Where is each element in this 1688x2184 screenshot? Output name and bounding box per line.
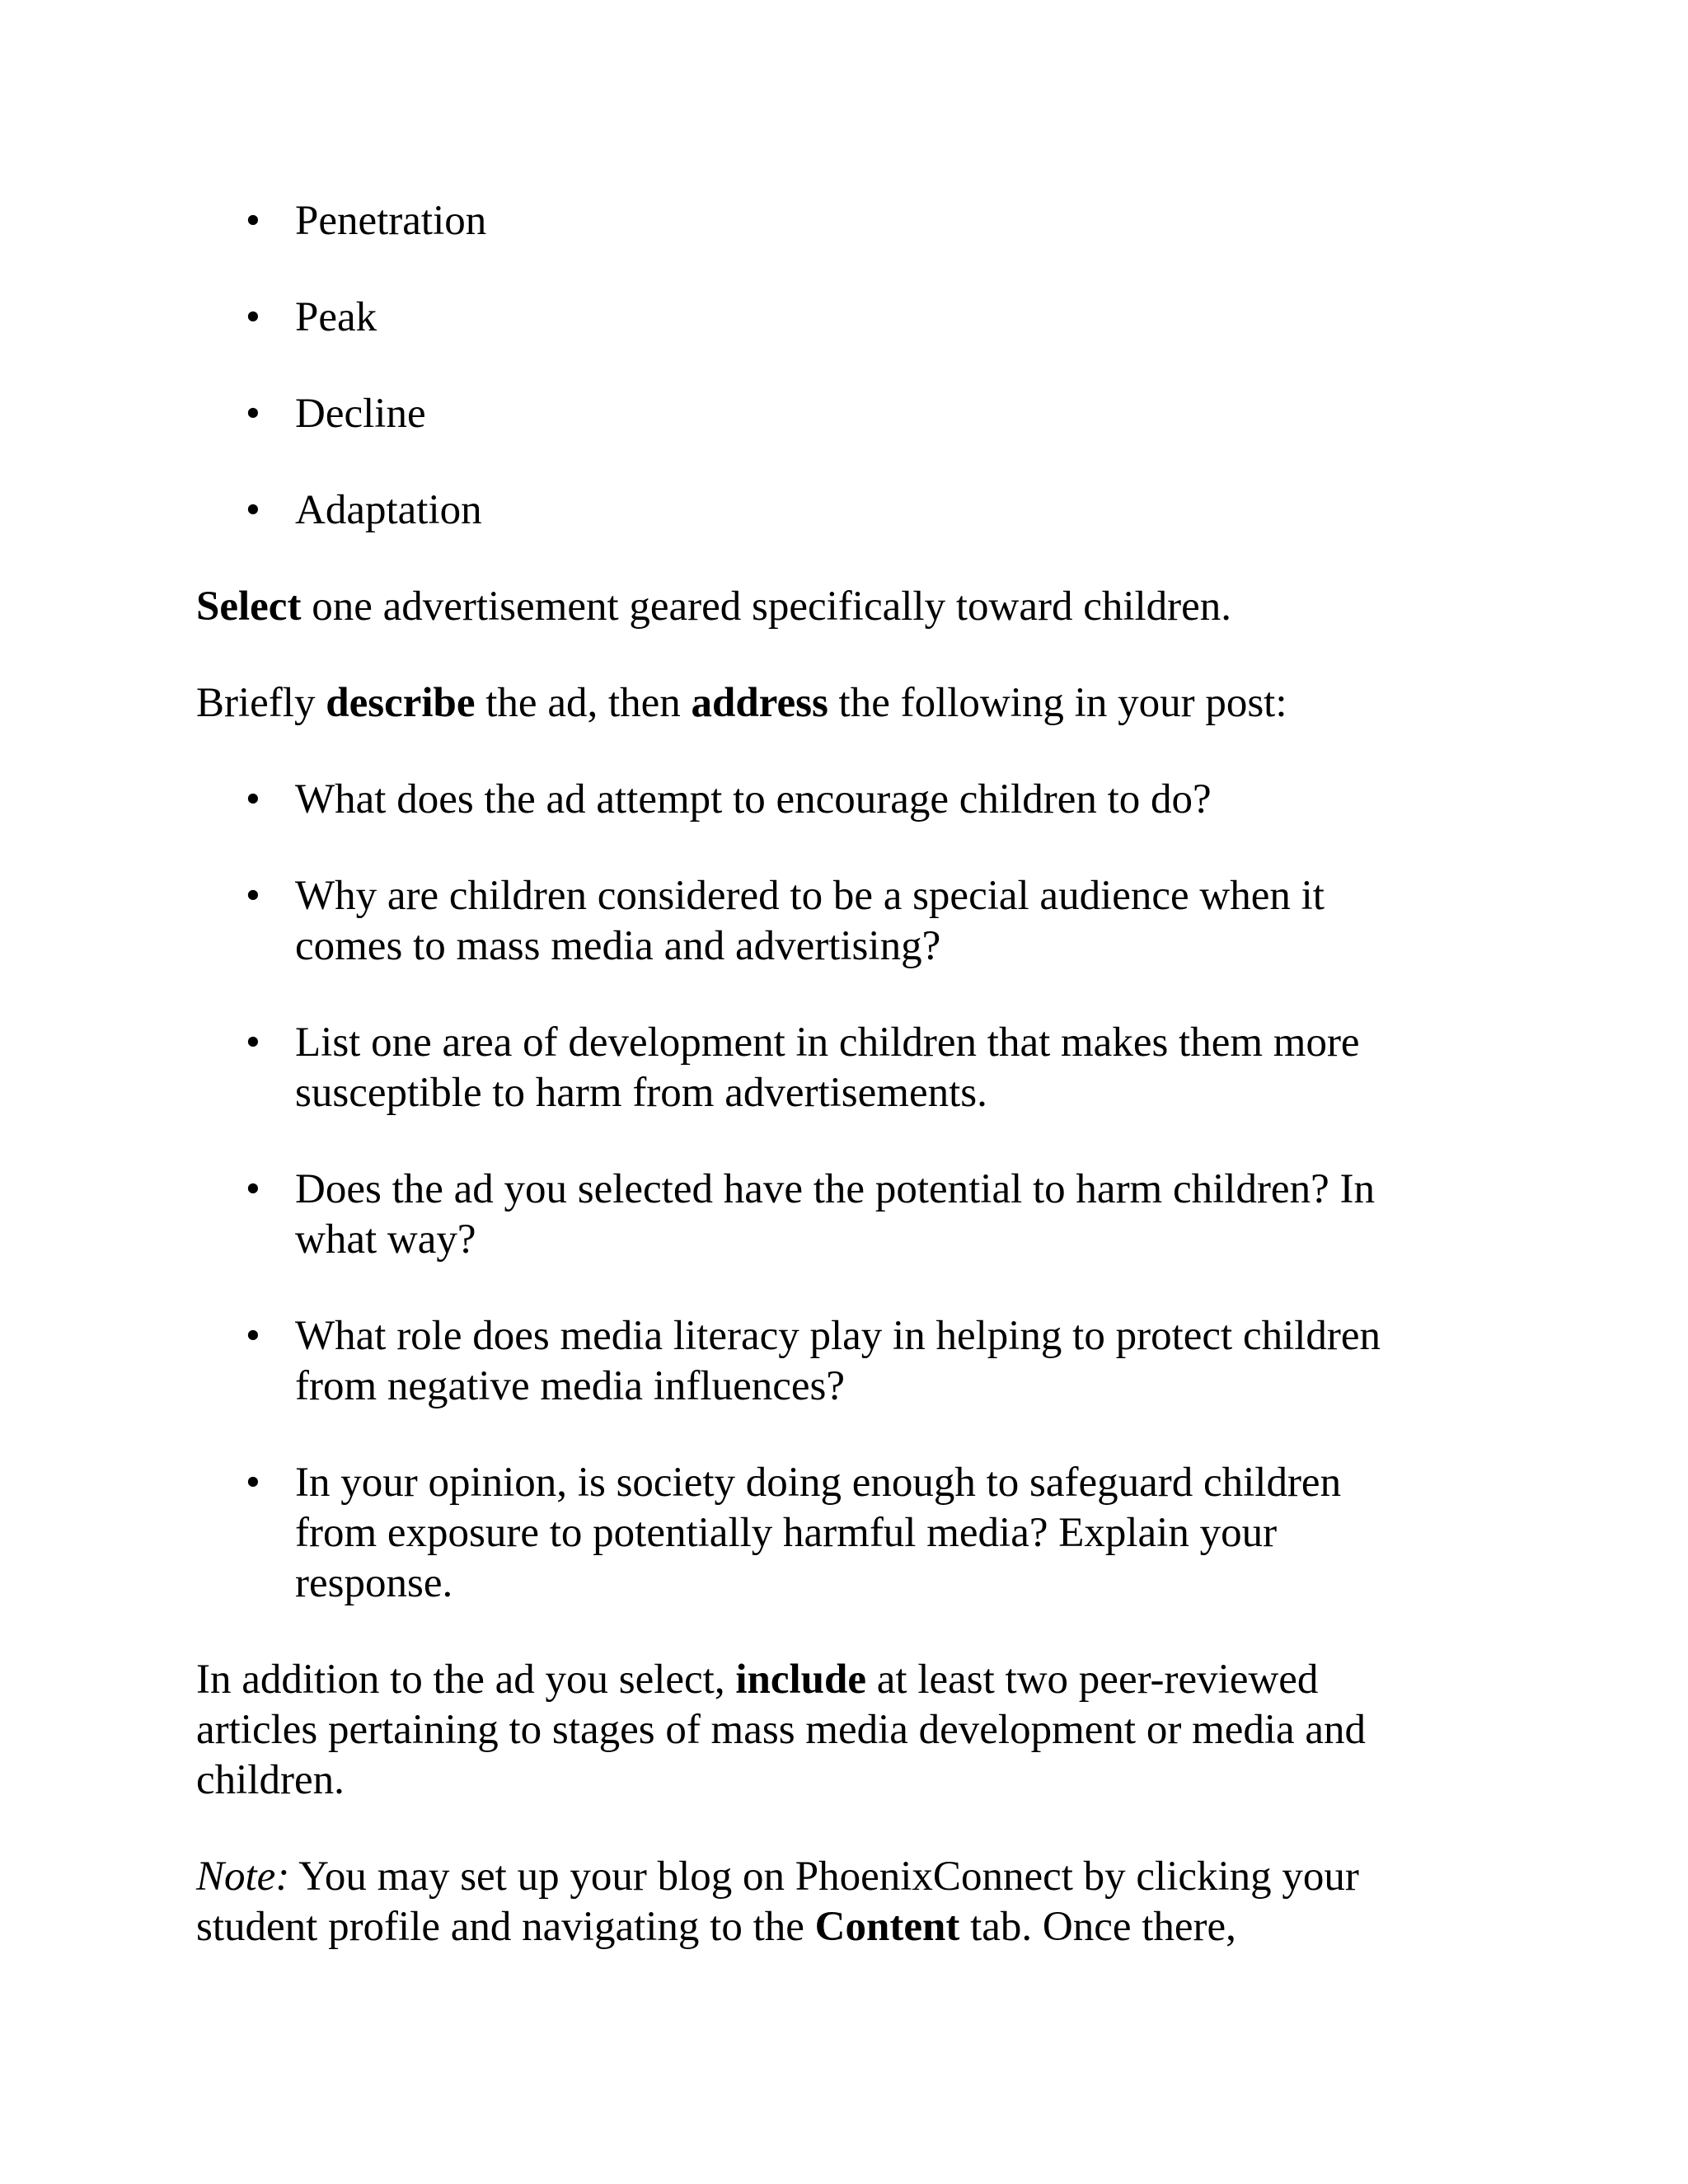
describe-post: the following in your post: [828,680,1287,726]
include-paragraph-line: articles pertaining to stages of mass media development or media and [196,1707,1367,1753]
note-paragraph-line [196,1902,1236,1952]
question-line: In your opinion, is society doing enough to safeguard children [295,1460,1342,1506]
question-line: What role does media literacy play in helping to protect children [295,1313,1381,1359]
question-line: comes to mass media and advertising? [295,923,941,969]
describe-mid: the ad, then [475,680,692,726]
stage-item: Decline [295,391,426,437]
content-bold: Content [814,1904,960,1950]
question-line: what way? [295,1216,476,1263]
describe-bold: describe [326,680,476,726]
question-line: Does the ad you selected have the potential to harm children? In [295,1166,1375,1212]
include-post: at least two peer-reviewed [866,1657,1319,1703]
question-line: Why are children considered to be a special audience when it [295,873,1325,919]
note-line2-post: tab. Once there, [959,1904,1236,1950]
note-paragraph-line [196,1852,1359,1902]
question-line: List one area of development in children that makes them more [295,1019,1360,1066]
select-rest: one advertisement geared specifically toward children. [301,583,1232,630]
select-bold: Select [196,583,302,630]
select-paragraph [196,582,1231,632]
stage-item: Penetration [295,198,487,244]
bullet-icon: • [246,1166,260,1212]
bullet-icon: • [246,1019,260,1066]
describe-pre: Briefly [196,680,326,726]
bullet-icon: • [246,294,260,340]
bullet-icon: • [246,873,260,919]
question-line: response. [295,1560,453,1606]
stage-item: Peak [295,294,377,340]
bullet-icon: • [246,487,260,533]
address-bold: address [691,680,828,726]
stage-item: Adaptation [295,487,482,533]
include-paragraph-line [196,1655,1318,1705]
question-line: from negative media influences? [295,1363,845,1409]
bullet-icon: • [246,391,260,437]
question-line: from exposure to potentially harmful media? Explain your [295,1510,1278,1556]
question-line: What does the ad attempt to encourage children to do? [295,776,1212,823]
note-line2-pre: student profile and navigating to the [196,1904,815,1950]
note-label: Note: [196,1854,290,1900]
bullet-icon: • [246,1460,260,1506]
bullet-icon: • [246,776,260,823]
include-bold: include [735,1657,867,1703]
include-paragraph-line: children. [196,1757,345,1803]
describe-paragraph [196,678,1287,729]
include-pre: In addition to the ad you select, [196,1657,736,1703]
bullet-icon: • [246,198,260,244]
note-line1: You may set up your blog on PhoenixConnect by clicking your [289,1854,1359,1900]
bullet-icon: • [246,1313,260,1359]
question-line: susceptible to harm from advertisements. [295,1070,987,1116]
